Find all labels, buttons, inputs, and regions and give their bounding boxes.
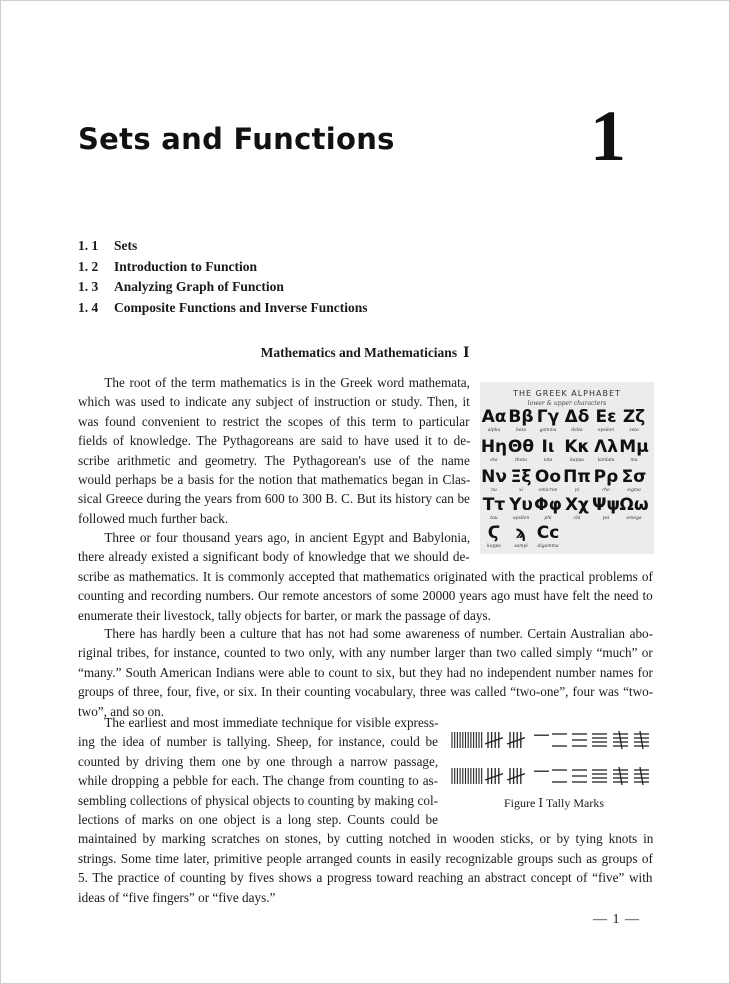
greek-letter-pair: Zζ [622, 407, 646, 427]
paragraph-line: lections of marks on one object is a long step. Counts could be [78, 812, 438, 828]
greek-letter-pair: Γγ [536, 407, 560, 427]
greek-letter-pair: Tτ [482, 495, 506, 515]
paragraph-line: maintained by marking scratches on stones, by cutting notched in wooden sticks, or by tying knots in [78, 831, 654, 847]
greek-alphabet-image [480, 382, 654, 554]
toc-item[interactable] [78, 257, 368, 278]
paragraph-2-bottom [78, 567, 653, 625]
toc-item[interactable] [78, 277, 368, 298]
greek-letter-pair: Eε [595, 407, 617, 427]
greek-letter-pair: Iι [541, 437, 555, 457]
paragraph-1 [78, 373, 470, 528]
greek-letter-pair: Ξξ [510, 467, 532, 487]
paragraph-4-bottom [78, 829, 653, 907]
paragraph-line: 5. The practice of counting by fives shows a progress toward reaching an abstract concept of “five” with [78, 870, 653, 886]
greek-letter-name: xi [519, 488, 523, 493]
toc-item-label: Sets [114, 238, 138, 253]
greek-letter-pair: Ϲϲ [536, 523, 560, 543]
greek-letter-name: upsilon [512, 516, 530, 521]
section-heading [0, 345, 730, 361]
greek-letter-name: rho [602, 488, 610, 493]
greek-letter-name: beta [515, 428, 527, 433]
toc-item-number: 1. 1 [78, 238, 99, 253]
paragraph-line: ing the idea of number is tallying. Sheep, for instance, could be [78, 734, 438, 750]
greek-letter-pair: Ϛ [487, 523, 501, 543]
paragraph-line: Three or four thousand years ago, in ancient Egypt and Babylonia, [78, 530, 471, 545]
greek-letter-name: nu [491, 488, 497, 493]
greek-letter-name: phi [544, 516, 552, 521]
greek-letter-pair: Λλ [594, 437, 618, 457]
paragraph-line: scribe as mathematics. It is commonly accepted that mathematics originated with the practical problems of [78, 568, 653, 584]
paragraph-line: strings. Some time later, primitive people arranged counts in easily recognizable groups such as groups of [78, 850, 653, 866]
greek-letter-name: gamma [539, 428, 557, 433]
toc-item-label: Analyzing Graph of Function [114, 279, 284, 294]
greek-letter-name: omega [626, 516, 642, 521]
paragraph-line: counting and recording numbers. Our remote ancestors of some 20000 years ago must have felt the need to [78, 588, 653, 604]
greek-letter-name: omicron [538, 488, 558, 493]
greek-letter-pair: Xχ [564, 495, 590, 515]
greek-letter-pair: Mμ [619, 437, 649, 457]
greek-alphabet-subheading: lower & upper characters [527, 400, 607, 407]
greek-letter-name: delta [571, 428, 583, 433]
toc-item-label: Composite Functions and Inverse Functions [114, 299, 368, 315]
greek-letter-pair: Oο [534, 467, 562, 487]
greek-letter-name: mu [630, 458, 638, 463]
toc-item[interactable] [78, 236, 368, 257]
paragraph-line: sical Greece during the years from 600 to 300 B. C. But its history can be [78, 491, 470, 507]
greek-letter-name: chi [573, 516, 581, 521]
paragraph-line: two”, and so on. [78, 703, 165, 719]
paragraph-line: “many.” South American Indians were able to count to six, but they had no independent number names for [78, 664, 653, 680]
section-title: Mathematics and Mathematicians [260, 345, 458, 360]
toc-item-number: 1. 3 [78, 279, 99, 294]
toc-item-number: 1. 4 [78, 299, 99, 315]
greek-letter-name: theta [515, 458, 527, 463]
paragraph-line: ideas of “five fingers” or “five days.” [78, 889, 276, 905]
greek-letter-pair: ϡ [515, 523, 527, 543]
greek-letter-name: zeta [629, 428, 639, 433]
paragraph-2-top [78, 528, 470, 567]
greek-letter-pair: Σσ [621, 467, 647, 487]
greek-letter-name: tau [490, 516, 498, 521]
greek-letter-pair: Kκ [564, 437, 590, 457]
greek-letter-name: koppa [487, 544, 501, 549]
greek-letter-pair: Ππ [563, 467, 591, 487]
paragraph-line: enumerate their livestock, tally objects for barter, or mark the passage of days. [78, 607, 491, 623]
chapter-number: 1 [590, 96, 626, 176]
toc-item[interactable] [78, 298, 368, 319]
greek-letter-pair: Θθ [507, 437, 535, 457]
greek-alphabet-heading: THE GREEK ALPHABET [513, 389, 621, 398]
paragraph-line: which was used to indicate any subject of instruction or study. Then, it [78, 394, 470, 410]
section-roman-numeral: Ⅰ [463, 345, 470, 360]
greek-letter-pair: Hη [480, 437, 508, 457]
paragraph-line: fields of knowledge. The Pythagoreans are said to have used it to de- [78, 433, 471, 449]
greek-letter-pair: Bβ [508, 407, 534, 427]
paragraph-line: counted by driving them one by one through a narrow passage, [78, 753, 439, 769]
paragraph-line: The earliest and most immediate technique for visible express- [78, 715, 439, 730]
greek-letter-pair: Nν [481, 467, 507, 487]
greek-letter-name: psi [602, 516, 610, 521]
greek-letter-name: lambda [597, 458, 615, 463]
greek-letter-pair: Φφ [534, 495, 562, 515]
greek-letter-name: epsilon [597, 428, 615, 433]
paragraph-line: riginal tribes, for instance, counted to two only, with any number larger than two called simply “much” or [78, 645, 653, 661]
paragraph-line: there already existed a significant body of knowledge that we should de- [78, 549, 470, 565]
greek-letter-pair: Pρ [593, 467, 619, 487]
toc-item-number: 1. 2 [78, 258, 99, 274]
paragraph-4-top [78, 713, 438, 829]
greek-letter-name: iota [543, 458, 553, 463]
greek-letter-pair: Aα [481, 407, 507, 427]
greek-letter-name: eta [490, 458, 498, 463]
greek-letter-name: pi [574, 488, 580, 493]
paragraph-line: while dropping a pebble for each. The change from counting to as- [78, 773, 439, 789]
greek-letter-pair: Yυ [509, 495, 533, 515]
paragraph-line: would perhaps be a basis for the notion that mathematics began in Clas- [78, 472, 471, 488]
paragraph-line: followed much further back. [78, 510, 229, 526]
figure-caption: Figure Ⅰ Tally Marks [503, 796, 604, 810]
paragraph-line: scribe arithmetic and geometry. The Pythagorean's use of the name [78, 452, 470, 468]
greek-letter-pair: Ψψ [592, 495, 620, 515]
paragraph-line: There has hardly been a culture that has not had some awareness of number. Certain Australian abo- [78, 626, 654, 641]
greek-letter-pair: Δδ [564, 407, 590, 427]
greek-letter-name: kappa [570, 458, 584, 463]
greek-letter-name: digamma [537, 544, 559, 549]
table-of-contents [78, 236, 368, 318]
greek-letter-name: sigma [627, 488, 641, 493]
paragraph-line: sembling collections of physical objects to counting by making col- [78, 792, 439, 808]
greek-letter-pair: Ωω [619, 495, 649, 515]
paragraph-3 [78, 624, 653, 721]
toc-item-label: Introduction to Function [114, 258, 258, 274]
page-number: — 1 — [593, 912, 640, 927]
chapter-title: Sets and Functions [78, 122, 395, 156]
paragraph-line: was found convenient to restrict the scopes of this term to particular [78, 413, 470, 429]
paragraph-line: groups of three, four, five, or six. In their counting vocabulary, three was called “two-one”, four was “two- [78, 684, 654, 700]
greek-letter-name: alpha [487, 428, 501, 433]
paragraph-line: The root of the term mathematics is in the Greek word mathemata, [78, 375, 470, 390]
greek-letter-name: sampi [514, 544, 528, 549]
